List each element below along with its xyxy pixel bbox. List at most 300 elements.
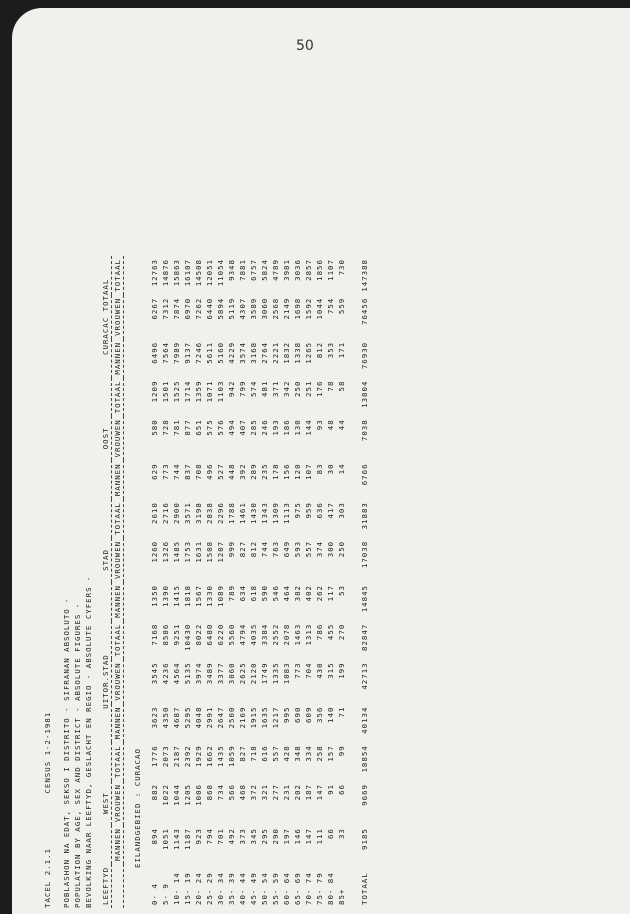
value-cell: 5295: [183, 706, 192, 729]
value-cell: 430: [315, 662, 324, 679]
value-cell: 1083: [282, 662, 291, 685]
value-cell: 417: [326, 502, 335, 519]
value-cell: 649: [282, 540, 291, 558]
value-cell: 773: [161, 463, 170, 480]
sub-header: VROUWEN: [112, 781, 124, 825]
value-cell: 3198: [194, 502, 203, 524]
value-cell: 494: [227, 419, 236, 436]
age-header: LEEFTYD: [100, 864, 112, 908]
group-header: WEST: [100, 742, 112, 864]
value-cell: 178: [271, 463, 280, 480]
value-cell: 2857: [304, 259, 313, 281]
value-cell: 492: [227, 828, 236, 845]
value-cell: 827: [238, 540, 247, 558]
value-cell: 1044: [172, 783, 181, 806]
value-cell: 7564: [161, 341, 170, 364]
value-cell: 14876: [161, 259, 170, 287]
value-cell: 1435: [216, 745, 225, 768]
value-cell: 235: [260, 463, 269, 480]
value-cell: 199: [337, 662, 346, 679]
value-cell: 1187: [183, 828, 192, 850]
value-cell: 231: [282, 783, 291, 801]
value-cell: 2187: [172, 745, 181, 768]
value-cell: 575: [205, 419, 214, 436]
value-cell: 2149: [282, 297, 291, 320]
value-cell: 353: [326, 341, 335, 359]
value-cell: 629: [150, 463, 159, 480]
value-cell: 1260: [150, 540, 159, 563]
age-cell: 5- 9: [161, 883, 170, 905]
value-cell: 1501: [161, 380, 170, 403]
age-cell: 25- 29: [205, 872, 214, 905]
value-cell: 1071: [205, 380, 214, 403]
value-cell: 2073: [161, 745, 170, 768]
value-cell: 2610: [150, 502, 159, 524]
value-cell: 197: [282, 828, 291, 845]
value-cell: 5560: [227, 623, 236, 646]
value-cell: 754: [326, 297, 335, 315]
value-cell: 6480: [205, 623, 214, 646]
value-cell: 868: [205, 783, 214, 801]
age-cell: 30- 34: [216, 872, 225, 905]
group-header: CURACAC TOTAAL: [100, 256, 112, 378]
value-cell: 1915: [249, 706, 258, 729]
value-cell: 7874: [172, 297, 181, 320]
title-english: POPULATION BY AGE, SEX AND DISTRICT - ABSOLUTE FIGURES -: [73, 602, 82, 908]
value-cell: 2221: [271, 341, 280, 364]
total-cell: 13804: [360, 380, 369, 408]
value-cell: 1749: [260, 662, 269, 685]
age-cell: 80- 84: [326, 872, 335, 905]
total-cell: 82847: [360, 623, 369, 651]
value-cell: 1265: [304, 341, 313, 364]
value-cell: 295: [260, 828, 269, 845]
total-cell: 9185: [360, 828, 369, 850]
value-cell: 9348: [227, 259, 236, 281]
value-cell: 580: [150, 419, 159, 436]
value-cell: 147: [315, 783, 324, 801]
table-row: [171, 256, 182, 908]
value-cell: 258: [315, 745, 324, 762]
total-cell: 6766: [360, 463, 369, 486]
total-cell: 9669: [360, 783, 369, 806]
value-cell: 1832: [282, 341, 291, 364]
value-cell: 4307: [238, 297, 247, 320]
value-cell: 374: [315, 540, 324, 558]
value-cell: 10430: [183, 623, 192, 651]
value-cell: 4350: [161, 706, 170, 729]
title-dutch: BEVOLKING NAAR LEEFTYD, GESLACHT EN REGIO - ABSOLUTE CYFERS -: [84, 575, 93, 908]
value-cell: 730: [337, 259, 346, 276]
value-cell: 1776: [150, 745, 159, 768]
value-cell: 4794: [238, 623, 247, 646]
sub-header: VROUWEN: [112, 538, 124, 582]
age-cell: 65- 69: [293, 872, 302, 905]
value-cell: 78: [326, 380, 335, 392]
value-cell: 1631: [194, 540, 203, 563]
total-cell: 7038: [360, 419, 369, 442]
table-row: [237, 256, 248, 908]
value-cell: 3574: [238, 341, 247, 364]
value-cell: 704: [304, 662, 313, 679]
value-cell: 146: [293, 828, 302, 845]
value-cell: 8586: [161, 623, 170, 646]
value-cell: 7881: [238, 259, 247, 281]
value-cell: 5611: [205, 341, 214, 364]
table-row: [160, 256, 171, 908]
value-cell: 1856: [315, 259, 324, 281]
table-row: [303, 256, 314, 908]
value-cell: 773: [293, 662, 302, 679]
value-cell: 786: [315, 623, 324, 641]
value-cell: 7246: [194, 341, 203, 364]
value-cell: 58: [337, 380, 346, 392]
sub-header: VROUWEN: [112, 295, 124, 339]
census-table: [100, 256, 370, 908]
value-cell: 6440: [205, 297, 214, 320]
value-cell: 4687: [172, 706, 181, 729]
value-cell: 609: [304, 706, 313, 723]
value-cell: 618: [249, 585, 258, 602]
value-cell: 3981: [282, 259, 291, 281]
value-cell: 53: [337, 585, 346, 596]
value-cell: 799: [238, 380, 247, 397]
value-cell: 527: [216, 463, 225, 480]
value-cell: 1309: [271, 502, 280, 524]
value-cell: 156: [282, 463, 291, 480]
value-cell: 1313: [304, 623, 313, 646]
value-cell: 546: [271, 585, 280, 602]
value-cell: 566: [227, 783, 236, 801]
value-cell: 634: [238, 585, 247, 602]
value-cell: 837: [183, 463, 192, 480]
document-page: [12, 8, 630, 914]
value-cell: 5824: [260, 259, 269, 281]
age-cell: 0- 4: [150, 883, 159, 905]
value-cell: 1359: [194, 380, 203, 403]
value-cell: 1350: [150, 585, 159, 607]
value-cell: 4236: [161, 662, 170, 685]
value-cell: 1022: [161, 783, 170, 806]
value-cell: 827: [238, 745, 247, 762]
value-cell: 6757: [249, 259, 258, 281]
value-cell: 7312: [161, 297, 170, 320]
value-cell: 1662: [205, 745, 214, 768]
value-cell: 2764: [260, 341, 269, 364]
value-cell: 14508: [194, 259, 203, 287]
value-cell: 130: [293, 419, 302, 436]
value-cell: 1051: [161, 828, 170, 850]
value-cell: 300: [326, 540, 335, 558]
value-cell: 1567: [194, 585, 203, 607]
value-cell: 1338: [293, 341, 302, 364]
value-cell: 1107: [326, 259, 335, 281]
age-cell: 20- 24: [194, 872, 203, 905]
value-cell: 3168: [249, 341, 258, 364]
value-cell: 382: [293, 585, 302, 602]
census-label: CENSUS 1-2-1981: [43, 711, 52, 794]
value-cell: 959: [304, 502, 313, 519]
value-cell: 1044: [315, 297, 324, 320]
value-cell: 289: [249, 463, 258, 480]
value-cell: 877: [183, 419, 192, 436]
value-cell: 995: [282, 706, 291, 723]
value-cell: 781: [172, 419, 181, 436]
value-cell: 2647: [216, 706, 225, 729]
value-cell: 1006: [194, 783, 203, 806]
value-cell: 270: [337, 623, 346, 641]
sub-header: TOTAAL: [112, 499, 124, 538]
table-row: [336, 256, 347, 908]
value-cell: 636: [315, 502, 324, 519]
value-cell: 303: [337, 502, 346, 519]
value-cell: 734: [216, 783, 225, 801]
value-cell: 285: [249, 419, 258, 436]
table-row: [292, 256, 303, 908]
value-cell: 894: [150, 828, 159, 845]
value-cell: 1592: [304, 297, 313, 320]
total-cell: 76930: [360, 341, 369, 370]
value-cell: 6496: [150, 341, 159, 364]
value-cell: 16107: [183, 259, 192, 287]
total-cell: 147388: [360, 259, 369, 292]
value-cell: 1205: [183, 783, 192, 806]
sub-header: MANNEN: [112, 339, 124, 378]
value-cell: 334: [304, 745, 313, 762]
value-cell: 942: [227, 380, 236, 397]
value-cell: 1209: [150, 380, 159, 403]
value-cell: 975: [293, 502, 302, 519]
value-cell: 1217: [271, 706, 280, 729]
value-cell: 2568: [271, 297, 280, 320]
value-cell: 2169: [238, 706, 247, 729]
sub-header: MANNEN: [112, 704, 124, 743]
value-cell: 6970: [183, 297, 192, 320]
value-cell: 14: [337, 463, 346, 475]
value-cell: 708: [194, 463, 203, 480]
value-cell: 66: [337, 783, 346, 795]
value-cell: 44: [337, 419, 346, 431]
value-cell: 999: [227, 540, 236, 558]
value-cell: 2500: [227, 706, 236, 729]
value-cell: 1415: [172, 585, 181, 607]
value-cell: 1753: [183, 540, 192, 563]
value-cell: 812: [315, 341, 324, 359]
value-cell: 590: [260, 585, 269, 602]
value-cell: 11054: [216, 259, 225, 287]
value-cell: 356: [315, 706, 324, 723]
value-cell: 1461: [238, 502, 247, 524]
value-cell: 1714: [183, 380, 192, 403]
value-cell: 3623: [150, 706, 159, 729]
value-cell: 4564: [172, 662, 181, 685]
age-cell: 70- 74: [304, 872, 313, 905]
value-cell: 557: [271, 745, 280, 762]
value-cell: 1103: [216, 380, 225, 403]
value-cell: 251: [304, 380, 313, 397]
value-cell: 402: [304, 585, 313, 602]
value-cell: 464: [282, 585, 291, 602]
value-cell: 2120: [249, 662, 258, 685]
value-cell: 789: [227, 585, 236, 602]
value-cell: 812: [249, 540, 258, 558]
value-cell: 392: [238, 463, 247, 480]
value-cell: 3060: [260, 297, 269, 320]
value-cell: 12763: [150, 259, 159, 287]
value-cell: 1326: [161, 540, 170, 563]
table-row: [270, 256, 281, 908]
value-cell: 5160: [216, 341, 225, 364]
page-number: 50: [296, 38, 314, 54]
age-cell: 40- 44: [238, 872, 247, 905]
value-cell: 3384: [260, 623, 269, 646]
title-papiamentu: POBLASHON NA EDAT, SEKSO I DISTRITO - SIFRANAN ABSOLUTO -: [62, 597, 71, 908]
sub-header: TOTAAL: [112, 621, 124, 660]
value-cell: 290: [271, 828, 280, 845]
value-cell: 2716: [161, 502, 170, 524]
sub-header: TOTAAL: [112, 742, 124, 781]
value-cell: 5894: [216, 297, 225, 320]
table-header: [42, 48, 94, 908]
value-cell: 701: [216, 828, 225, 845]
value-cell: 1698: [293, 297, 302, 320]
table-row: [204, 256, 215, 908]
value-cell: 407: [238, 419, 247, 436]
value-cell: 2625: [238, 662, 247, 685]
value-cell: 345: [249, 828, 258, 845]
value-cell: 1635: [260, 706, 269, 729]
table-row: [149, 256, 160, 908]
table-row: [226, 256, 237, 908]
age-cell: 45- 49: [249, 872, 258, 905]
value-cell: 763: [271, 540, 280, 558]
table-row: [259, 256, 270, 908]
value-cell: 3571: [183, 502, 192, 524]
value-cell: 2991: [205, 706, 214, 729]
value-cell: 1525: [172, 380, 181, 403]
value-cell: 576: [216, 419, 225, 436]
value-cell: 171: [337, 341, 346, 359]
value-cell: 1335: [271, 662, 280, 685]
value-cell: 3589: [249, 297, 258, 320]
value-cell: 1788: [227, 502, 236, 524]
value-cell: 1818: [183, 585, 192, 607]
value-cell: 371: [271, 380, 280, 397]
value-cell: 1207: [216, 540, 225, 563]
sub-header: VROUWEN: [112, 659, 124, 703]
value-cell: 262: [315, 585, 324, 602]
total-cell: 14845: [360, 585, 369, 613]
table-row: [215, 256, 226, 908]
value-cell: 455: [326, 623, 335, 641]
value-cell: 3489: [205, 662, 214, 685]
group-header: STAD: [100, 499, 112, 621]
age-cell: 15- 19: [183, 872, 192, 905]
value-cell: 5135: [183, 662, 192, 685]
value-cell: 91: [326, 783, 335, 795]
sub-header: MANNEN: [112, 582, 124, 621]
value-cell: 107: [304, 463, 313, 480]
value-cell: 4229: [227, 341, 236, 364]
value-cell: 2392: [183, 745, 192, 768]
value-cell: 315: [326, 662, 335, 679]
total-cell: 18854: [360, 745, 369, 773]
sub-header: TOTAAL: [112, 256, 124, 295]
value-cell: 1508: [205, 540, 214, 563]
value-cell: 651: [194, 419, 203, 436]
value-cell: 12051: [205, 259, 214, 287]
value-cell: 83: [315, 463, 324, 475]
value-cell: 93: [315, 419, 324, 431]
value-cell: 3974: [194, 662, 203, 685]
sub-header: MANNEN: [112, 460, 124, 499]
value-cell: 1485: [172, 540, 181, 563]
value-cell: 923: [194, 828, 203, 845]
value-cell: 3036: [293, 259, 302, 281]
value-cell: 574: [249, 380, 258, 397]
total-cell: 76456: [360, 297, 369, 325]
value-cell: 1463: [293, 623, 302, 646]
value-cell: 3545: [150, 662, 159, 685]
table-row: [193, 256, 204, 908]
value-cell: 1059: [227, 745, 236, 768]
value-cell: 250: [337, 540, 346, 558]
age-cell: 50- 54: [260, 872, 269, 905]
table-row: [281, 256, 292, 908]
value-cell: 33: [337, 828, 346, 840]
value-cell: 4048: [194, 706, 203, 729]
value-cell: 616: [260, 745, 269, 762]
value-cell: 593: [293, 540, 302, 558]
sub-header: TOTAAL: [112, 378, 124, 417]
value-cell: 348: [293, 745, 302, 762]
total-cell: 42713: [360, 662, 369, 690]
value-cell: 193: [271, 419, 280, 436]
value-cell: 8022: [194, 623, 203, 646]
total-cell: 40134: [360, 706, 369, 734]
value-cell: 342: [282, 380, 291, 397]
value-cell: 250: [293, 380, 302, 397]
age-cell: 10- 14: [172, 872, 181, 905]
table-row: [182, 256, 193, 908]
value-cell: 120: [293, 463, 302, 480]
value-cell: 3060: [227, 662, 236, 685]
value-cell: 1089: [216, 585, 225, 607]
total-cell: 31883: [360, 502, 369, 530]
value-cell: 6267: [150, 297, 159, 320]
value-cell: 448: [227, 463, 236, 480]
value-cell: 1343: [260, 502, 269, 524]
age-cell: 35- 39: [227, 872, 236, 905]
value-cell: 117: [326, 585, 335, 602]
value-cell: 3377: [216, 662, 225, 685]
value-cell: 2296: [216, 502, 225, 524]
value-cell: 2078: [282, 623, 291, 646]
value-cell: 7989: [172, 341, 181, 364]
value-cell: 2552: [271, 623, 280, 646]
value-cell: 157: [326, 745, 335, 762]
value-cell: 744: [172, 463, 181, 480]
age-cell: 75- 79: [315, 872, 324, 905]
value-cell: 246: [260, 419, 269, 436]
table-row: [325, 256, 336, 908]
value-cell: 559: [337, 297, 346, 315]
value-cell: 48: [326, 419, 335, 431]
value-cell: 744: [260, 540, 269, 558]
value-cell: 186: [282, 419, 291, 436]
value-cell: 1430: [249, 502, 258, 524]
sub-header: VROUWEN: [112, 416, 124, 460]
